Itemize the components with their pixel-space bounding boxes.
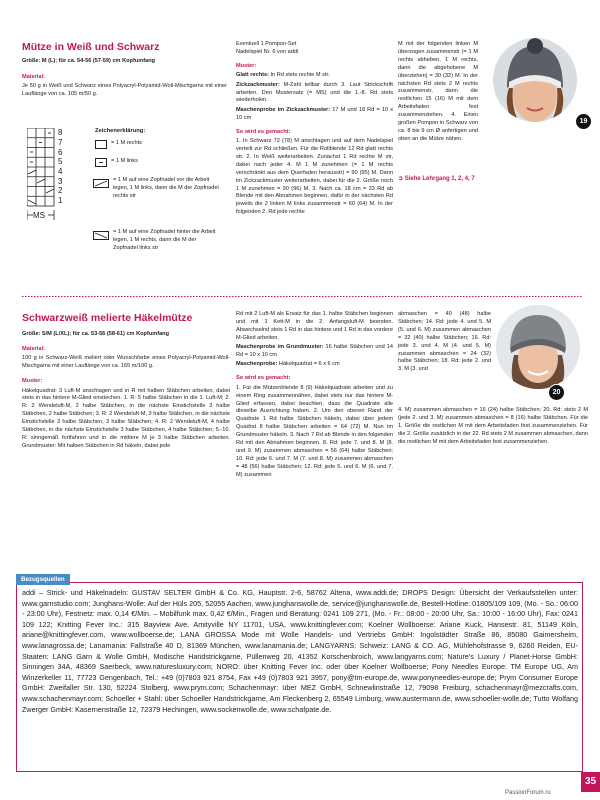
section1-material-heading: Material:: [22, 73, 46, 80]
section1-steps-col3: M mit der folgenden linken M überzogen zusammenstr (= 1 M rechts abheben, 1 M rechts, dann die abgehobene M überziehen) = 30 (32) M. In der nächsten Rd stets 2 M rechts zusammenstr, dann die restlichen 15 (16) M mit dem Arbeitsfaden fest zusammenziehen. 4. Einen großen Pompon in Schwarz von ca. 8 bis 9 cm Ø anfertigen und oben an die Mütze nähen.: [398, 41, 478, 142]
section1-col1: [22, 58, 227, 101]
section1-link-text: ➲ Siehe Lehrgang 1, 2, 4, 7: [398, 176, 475, 182]
chart-ms-label: MS: [33, 211, 45, 220]
section1-lehrgang-link[interactable]: [398, 176, 588, 184]
section2-muster-heading: Muster:: [22, 378, 43, 385]
legend-knit: = 1 M rechts: [111, 140, 142, 146]
section1-col2-top: Eventuell 1 Pompon-Set Nadelspiel Nr. 6 von addi: [236, 41, 299, 55]
section1-zickzack: [236, 82, 393, 106]
watermark: PassionForum.ru: [505, 790, 551, 796]
section2-col1: [22, 331, 230, 452]
section2-size: Größe: S/M (L/XL); für ca. 53-56 (58-61) cm Kopfumfang: [22, 331, 170, 337]
zickzack-text: M-Zahl teilbar durch 3. Laut Strickschrift arbeiten. Den Mustersatz (= MS) und die 1.-8. Rd stets wiederholen.: [236, 81, 393, 104]
glatt-text: In Rd stets rechte M str.: [268, 72, 330, 79]
section1-steps-col2: 1. In Schwarz 72 (78) M anschlagen und auf dem Nadelspiel verteilt zur Rd schließen. Für die Rollblende 12 Rd glatt rechts str. 2. In Weiß weiterarbeiten. Zunächst 1 Rd rechte M str, dabei nach jeder 4. M 1 M zunehmen (= 1 M rechts verschränkt aus dem Querfaden herausstr) = 90 (95) M. Dann im Zickzackmuster weiterarbeiten, dabei für die 2. Größe noch 1 M zunehmen = 90 (96) M. 3. Nach ca. 18 cm = 33 Rd ab Blende mit den Abnahmen beginnen, dafür in der nächsten Rd jeweils die 2 linken M links zusammenstr = 60 (64) M. In der folgenden 2. Rd jede rechte: [236, 138, 393, 216]
chart-row-3: 3: [58, 177, 63, 186]
section-divider: [22, 296, 583, 297]
section2-sowird-heading: So wird es gemacht:: [236, 375, 291, 382]
section2-steps-col3a: abmaschen = 40 (48) halbe Stäbchen; 14. Rd: jede 4. und 5. M (5. und 6. M) zusammen abmaschen = 32 (40) halbe Stäbchen; 16. Rd: jede 3. und 4. M (4. und 5. M) zusammen abmaschen = 24 (32) halbe Stäbchen; 18. Rd: jede 2. und 3. M (3. und: [398, 311, 491, 373]
chart-row-6: 6: [58, 148, 63, 157]
section2-material-text: 100 g in Schwarz-Weiß meliert oder Wunschfarbe eines Polyacryl-Polyamid-Woll-Mischgarns mit einer Lauflänge von ca. 165 m/100 g.: [22, 355, 230, 370]
chart-row-2: 2: [58, 186, 63, 195]
knitting-chart: [27, 128, 79, 228]
section2-mp1: [236, 344, 393, 360]
legend-symbol-purl: [95, 158, 107, 167]
section1-col3: [398, 41, 478, 145]
chart-row-8: 8: [58, 128, 63, 137]
hat-photo-20: [496, 305, 580, 389]
badge-20: 20: [548, 384, 565, 401]
section2-col3a: [398, 311, 491, 376]
section2-material-heading: Material:: [22, 345, 46, 352]
sources-tab: Bezugsquellen: [16, 574, 70, 585]
section2-col1-text: Häkelquadrat: 3 Luft-M anschlagen und in R mit halben Stäbchen arbeiten, dabei stets in das hintere M-Glied einstechen. 1. R: 5 halbe Stäbchen in die 1. Luft-M; 2. R: 2 Wendeluft-M, 2 halbe Stäbchen, in die nächste Einstichstelle 3 halbe Stäbchen, 2 halbe Stäbchen; 3. R: 2 Wendeluft-M, 3 halbe Stäbchen, in die nächste Einstichstelle 3 halbe Stäbchen, 3 halbe Stäbchen; 4. R: 2 Wendeluft-M, 4 halbe Stäbchen, in die nächste Einstichstelle 3 halbe Stäbchen, 4 halbe Stäbchen; 5.-10. R: sinngemäß fortfahren und in die mittlere M je 3 halbe Stäbchen arbeiten. Grundmuster: Mit halben Stäbchen in Rd häkeln, dabei jede: [22, 387, 230, 449]
sources-text: addi – Strick- und Häkelnadeln: GUSTAV SELTER GmbH & Co. KG, Hauptstr. 2-6, 58762 Altena, www.addi.de; DROPS Design: Übersicht der Verkaufsstellen unter: www.garnstudio.com; Junghans-Wolle: Auf der Hüls 205, 52055 Aachen, www.junghanswolle.de, service@junghanswolle.de, Bestell-Hotline: 01805/109 109, (Mo. - So.: 06:00 - 23:00 Uhr), Festnetz: max. 0,14 €/Min. – Mobilfunk max. 0,42 €/Min., Fragen und Beratung: 0241 109 271, (Mo. - Fr.: 08:00 - 20:00 Uhr, Sa.: 10:00 - 16:00 Uhr), Fax: 0241 109 122; Knitting Fever Inc.: 315 Bayview Ave, Amityville NY 11701, USA, www.knittingfever.com; Koelner Wollboerse: Ariane Kuck, Hansestr. 81, 51149 Köln, ariane@knittingfever.com, www.wollboerse.de; LANA GROSSA Mode mit Wolle Handels- und Vertriebs GmbH: Ingolstädter Straße 86, 85080 Gaimersheim, www.lanagrossa.de; Lanamania: Fallstraße 40 D, 81369 München, www.lanamania.de; LANGYARNS: Schweiz: LANG & CO. AG, Mühlehofstrasse 9, 6260 Reiden, EU-Staaten: LANG Garn & Wolle GmbH, Modische Handstrickgarne, Püllenweg 20, 41352 Korschenbroich, www.langyarns.com; Nature's Luxury / Planet-Horse GmbH: Sinningen 34A, 48369 Saerbeck, www.naturesluxury.com; NORO: über Knitting Fever Inc. oder über Koelner Wollboerse; Pony Needles Europe: TM Europe UG, Am Winzerkeller 11, 77723 Gengenbach, Tel.: +49 (0)7803 921 8754, Fax +49 (0)7803 921 3957, pony@tm-europe.de, www.ponyneedles-europe.de; Prym Consumer Europe GmbH: Zweifaller Str. 130, 52224 Stolberg, www.prym.com; Schachenmayr: über MEZ GmbH, Schnewlinstraße 12, 79098 Freiburg, schachenmayr@mezcrafts.com, www.schachenmayr.com; Schoeller + Stahl: über Schoeller Handstrickgarne, Am Fleckenberg 2, 65549 Limburg, www.austermann.de, www.schoeller-wolle.de; Tutto Wolfang Zwerger GmbH: Kasernenstraße 12, 72379 Hechingen, www.sockenwolle.de, www.schafpate.de.: [22, 588, 578, 714]
section2-col2: [236, 311, 393, 481]
maschenprobe-label: Maschenprobe im Zickzackmuster:: [236, 106, 331, 113]
legend-symbol-knit: [95, 140, 107, 149]
section2-mp2: [236, 361, 393, 369]
maschenprobe-text: 17 M und 18 Rd = 10 x 10 cm: [236, 106, 394, 121]
section1-col2: [236, 41, 393, 219]
section1: [0, 0, 600, 290]
section2-steps-col3b: 4. M) zusammen abmaschen = 16 (24) halbe Stäbchen; 20. Rd: stets 2 M (jede 2. und 3. M) zusammen abmaschen = 8 (16) halbe Stäbchen. Für die 1. Größe die restlichen M mit dem Arbeitsfaden fest zusammenziehen. Für die 2. Größe zusätzlich in der 22. Rd stets 2 M zusammen abmaschen, dann die restlichen M mit dem Arbeitsfaden fest zusammenziehen.: [398, 407, 588, 445]
glatt-label: Glatt rechts:: [236, 72, 269, 79]
section2-col3b: [398, 407, 588, 448]
section2-title: Schwarzweiß melierte Häkelmütze: [22, 312, 193, 324]
section1-title: Mütze in Weiß und Schwarz: [22, 41, 160, 53]
section1-sowird-heading: So wird es gemacht:: [236, 128, 291, 135]
legend-heading: Zeichenerklärung:: [95, 128, 146, 134]
mp2-text: Häkelquadrat = 6 x 6 cm: [277, 361, 340, 368]
zickzack-label: Zickzackmuster:: [236, 81, 280, 88]
mp1-text: 16 halbe Stäbchen und 14 Rd = 10 x 10 cm: [236, 344, 393, 359]
chart-row-4: 4: [58, 167, 63, 176]
section2-col2-text: Rd mit 2 Luft-M als Ersatz für das 1. halbe Stäbchen beginnen und mit 1 Kett-M in die 2. Anfangsluft-M beenden. Abwechselnd stets 1 Rd in das hintere und 1 Rd in das vordere M-Glied arbeiten.: [236, 311, 393, 341]
legend-symbol-cable-back: [93, 231, 109, 240]
chart-row-1: 1: [58, 196, 63, 205]
chart-row-7: 7: [58, 138, 63, 147]
mp2-label: Maschenprobe:: [236, 361, 278, 368]
section1-maschenprobe: [236, 107, 393, 123]
section1-muster-heading: Muster:: [236, 62, 257, 69]
page-number: 35: [581, 772, 600, 792]
section2: [0, 300, 600, 570]
badge-19: 19: [575, 113, 592, 130]
legend-cable-front: = 1 M auf eine Zopfnadel vor die Arbeit legen, 1 M links, dann die M der Zopfnadel rechts str: [113, 177, 219, 199]
legend-purl: = 1 M links: [111, 158, 138, 164]
section1-glatt: [236, 72, 393, 80]
section2-steps-col2: 1. Für die Mützenblende 8 (9) Häkelquadrate arbeiten und zu einem Ring zusammennähen, dabei stets nur das hintere M-Glied erfassen, dabei beachten, dass die Quadrate alle dieselbe Ausrichtung haben. 2. Um den oberen Rand der Quadrate 1 Rd halbe Stäbchen häkeln, dabei über jedem Quadrat 8 halbe Stäbchen arbeiten = 64 (72) M. Nun im Grundmuster häkeln. 3. Nach 7 Rd ab Blende in den folgenden Rd mit den Abnahmen beginnen. 8. Rd: jede 7. und 8. M (8. und 9. M) zusammen abmaschen = 56 (64) halbe Stäbchen; 10. Rd: jede 6. und 7. M (7. und 8. M) zusammen abmaschen = 48 (56) halbe Stäbchen; 12. Rd: jede 5. und 6. M (6. und 7. M) zusammen: [236, 384, 393, 478]
chart-row-5: 5: [58, 157, 63, 166]
hat-photo-19: [493, 38, 577, 122]
legend-symbol-cable-front: [93, 179, 109, 188]
section1-material-text: Je 50 g in Weiß und Schwarz eines Polyacryl-Polyamid-Woll-Mischgarns mit einer Lauflänge von ca. 105 m/50 g.: [22, 83, 227, 98]
legend-cable-back: = 1 M auf eine Zopfnadel hinter die Arbeit legen, 1 M rechts, dann die M der Zopfnadel links str: [113, 229, 216, 251]
section1-size: Größe: M (L); für ca. 54-56 (57-59) cm Kopfumfang: [22, 58, 156, 64]
mp1-label: Maschenprobe im Grundmuster:: [236, 344, 324, 351]
